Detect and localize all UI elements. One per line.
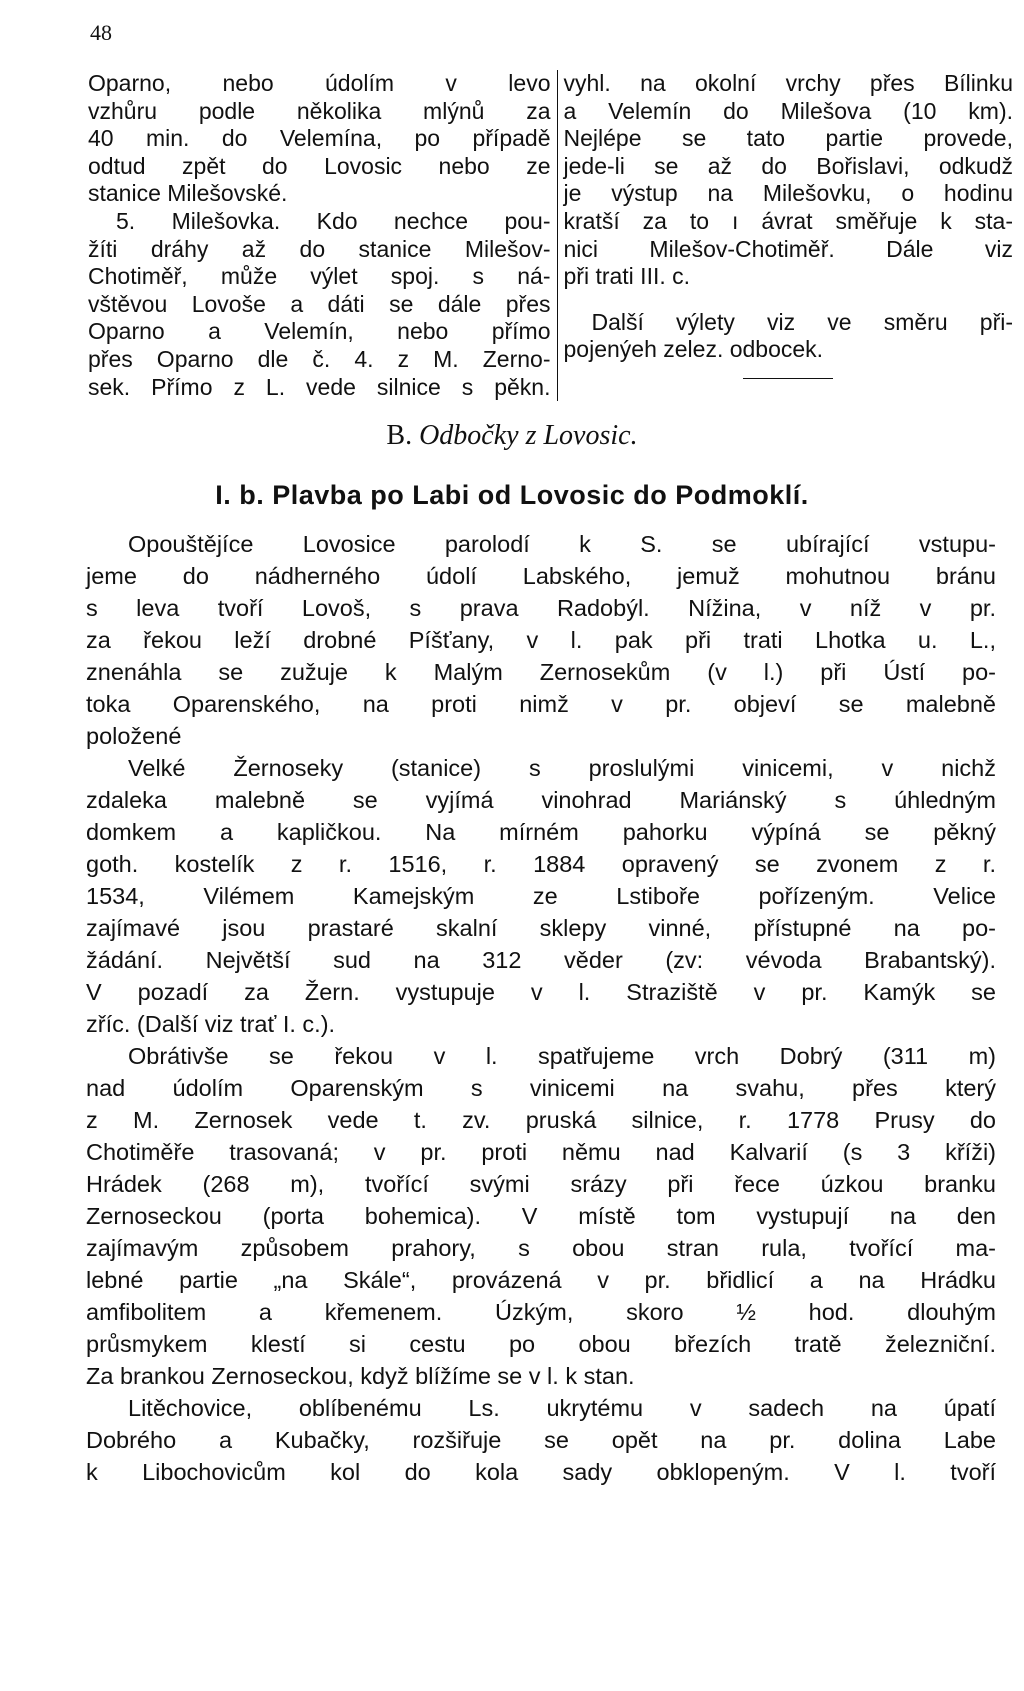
text-line: odtud zpět do Lovosic nebo ze: [88, 152, 551, 179]
text-line: toka Oparenského, na proti nimž v pr. objeví se malebně: [86, 691, 996, 717]
text-line: Další výlety viz ve směru při-: [591, 308, 1013, 335]
section-divider: [743, 378, 833, 380]
text-line: a Velemín do Milešova (10 km).: [563, 97, 1013, 124]
text-line: Litěchovice, oblíbenému Ls. ukrytému v sadech na úpatí: [128, 1395, 996, 1421]
text-line: stanice Milešovské.: [88, 180, 288, 207]
text-line: Hrádek (268 m), tvořící svými srázy při řece úzkou branku: [86, 1171, 996, 1197]
text-line: Oparno a Velemín, nebo přímo: [88, 318, 551, 345]
page-number: 48: [90, 20, 112, 45]
text-line: nici Milešov-Chotiměř. Dále viz: [563, 235, 1013, 262]
paragraph-gap: [564, 291, 1014, 309]
text-line: Chotiměř, může výlet spoj. s ná-: [88, 263, 551, 290]
left-column: [88, 70, 558, 401]
text-line: jede-li se až do Bořislavi, odkudž: [563, 152, 1013, 179]
text-line: k Libochovicům kol do kola sady obklopeným. V l. tvoří: [86, 1459, 996, 1485]
text-line: Zernoseckou (porta bohemica). V místě tom vystupují na den: [86, 1203, 996, 1229]
text-line: z M. Zernosek vede t. zv. pruská silnice, r. 1778 Prusy do: [86, 1107, 996, 1133]
text-line: přes Oparno dle č. 4. z M. Zerno-: [88, 345, 551, 372]
text-line: vštěvou Lovoše a dáti se dále přes: [88, 290, 551, 317]
text-line: sek. Přímo z L. vede silnice s pěkn.: [88, 373, 551, 400]
text-line: zajímavé jsou prastaré skalní sklepy vinné, přístupné na po-: [86, 915, 996, 941]
text-line: znenáhla se zužuje k Malým Zernosekům (v l.) při Ústí po-: [86, 659, 996, 685]
text-line: Oparno, nebo údolím v levo: [88, 70, 551, 96]
text-line: 1534, Vilémem Kamejským ze Lstiboře pořízeným. Velice: [86, 883, 996, 909]
section-letter: B.: [386, 420, 413, 451]
text-line: Opouštějíce Lovosice parolodí k S. se ubírající vstupu-: [128, 531, 996, 557]
text-line: nad údolím Oparenským s vinicemi na svahu, přes který: [86, 1075, 996, 1101]
text-line: vyhl. na okolní vrchy přes Bílinku: [563, 70, 1013, 96]
text-line: zříc. (Další viz trať I. c.).: [86, 1011, 336, 1037]
section-heading: [0, 420, 1024, 452]
text-line: pojenýeh zelez. odbocek.: [563, 336, 824, 363]
text-line: 40 min. do Velemína, po případě: [88, 125, 551, 152]
text-line: Za brankou Zernoseckou, když blížíme se v l. k stan.: [86, 1363, 635, 1389]
text-line: Obrátivše se řekou v l. spatřujeme vrch Dobrý (311 m): [128, 1043, 996, 1069]
chapter-subtitle: I. b. Plavba po Labi od Lovosic do Podmoklí.: [215, 480, 809, 510]
text-line: žádání. Největší sud na 312 věder (zv: vévoda Brabantský).: [86, 947, 996, 973]
text-line: žíti dráhy až do stanice Milešov-: [88, 235, 551, 262]
text-line: vzhůru podle několika mlýnů za: [88, 97, 551, 124]
text-line: 5. Milešovka. Kdo nechce pou-: [116, 207, 551, 234]
text-line: lebné partie „na Skále“, provázená v pr. břidlicí a na Hrádku: [86, 1267, 996, 1293]
text-line: s leva tvoří Lovoš, s prava Radobýl. Nížina, v níž v pr.: [86, 595, 996, 621]
two-column-section: [88, 70, 1013, 401]
section-title: Odbočky z Lovosic.: [419, 420, 638, 451]
text-line: je výstup na Milešovku, o hodinu: [563, 180, 1013, 207]
text-line: za řekou leží drobné Píšťany, v l. pak při trati Lhotka u. L.,: [86, 627, 996, 653]
text-line: průsmykem klestí si cestu po obou březích tratě železniční.: [86, 1331, 996, 1357]
text-line: Velké Žernoseky (stanice) s proslulými vinicemi, v nichž: [128, 755, 996, 781]
text-line: zajímavým způsobem prahory, s obou stran rula, tvořící ma-: [86, 1235, 996, 1261]
text-line: domkem a kapličkou. Na mírném pahorku výpíná se pěkný: [86, 819, 996, 845]
right-column: [558, 70, 1014, 401]
text-line: při trati III. c.: [563, 263, 691, 290]
text-line: amfibolitem a křemenem. Úzkým, skoro ½ hod. dlouhým: [86, 1299, 996, 1325]
text-line: Nejlépe se tato partie provede,: [563, 125, 1013, 152]
text-line: Chotiměře trasovaná; v pr. proti němu nad Kalvarií (s 3 kříži): [86, 1139, 996, 1165]
text-line: Dobrého a Kubačky, rozšiřuje se opět na pr. dolina Labe: [86, 1427, 996, 1453]
text-line: goth. kostelík z r. 1516, r. 1884 opravený se zvonem z r.: [86, 851, 996, 877]
text-line: jeme do nádherného údolí Labského, jemuž mohutnou bránu: [86, 563, 996, 589]
text-line: kratší za to ı ávrat směřuje k sta-: [563, 207, 1013, 234]
text-line: zdaleka malebně se vyjímá vinohrad Mariánský s úhledným: [86, 787, 996, 813]
body-text: [86, 528, 996, 1488]
text-line: V pozadí za Žern. vystupuje v l. Straziště v pr. Kamýk se: [86, 979, 996, 1005]
text-line: položené: [86, 723, 182, 749]
